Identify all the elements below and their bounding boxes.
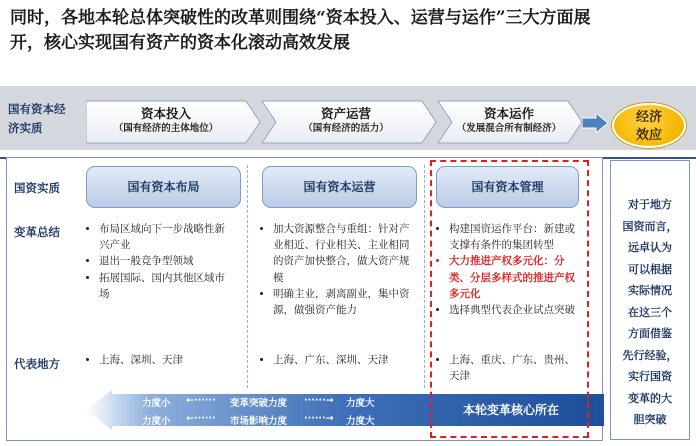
regions-column-1 <box>86 352 236 368</box>
arrow-strong-1: 力度大 <box>346 398 375 409</box>
stage-1-title: 资本投入 <box>140 106 191 121</box>
summary-1-item-2: • 退出一般竞争型领域 <box>99 253 226 269</box>
stage-2 <box>266 100 426 142</box>
header-capital-operation: 国有资本运营 <box>262 166 417 208</box>
arrow-right-icon <box>582 113 608 133</box>
header-capital-management: 国有资本管理 <box>436 166 579 208</box>
economy-row-label-line2: 济实质 <box>8 121 43 135</box>
stage-3-title: 资本运作 <box>483 106 534 121</box>
summary-3-item-1: • 构建国资运作平台：新建或支撑有条件的集团转型 <box>449 221 576 253</box>
economy-row-label-line1: 国有资本经 <box>8 102 66 116</box>
regions-column-2 <box>260 352 410 368</box>
side-note-line: 可以根据 <box>628 262 672 276</box>
summary-2-item-1: • 加大资源整合与重组：针对产业相近、行业相关、主业相同的资产加快整合，做大资产规模 <box>273 221 410 286</box>
side-note <box>614 194 686 431</box>
side-note-line: 胆突破 <box>633 413 667 426</box>
stage-2-subtitle: （国有经济的活力） <box>303 123 389 134</box>
stage-3 <box>444 100 574 142</box>
side-note-line: 实际情况 <box>628 284 672 297</box>
row-label-substance: 国资实质 <box>14 181 60 195</box>
regions-1: • 上海、深圳、天津 <box>99 352 236 368</box>
column-divider-1 <box>247 165 248 388</box>
row-label-regions: 代表地方 <box>14 357 60 371</box>
regions-3: • 上海、重庆、广东、贵州、天津 <box>449 352 576 384</box>
side-note-line: 实行国资 <box>628 370 672 383</box>
summary-column-2 <box>260 221 410 318</box>
summary-3-item-3: • 选择典型代表企业试点突破 <box>449 302 576 318</box>
header-capital-layout: 国有资本布局 <box>86 166 241 208</box>
arrow-strong-2: 力度大 <box>346 416 375 427</box>
title-line-1: 同时，各地本轮总体突破性的改革则围绕“资本投入、运营与运作”三大方面展 <box>10 8 591 28</box>
slide-title <box>10 6 690 56</box>
core-highlight-box <box>430 160 589 438</box>
economic-effect-circle <box>612 103 686 148</box>
side-note-line: 国资而言， <box>622 219 678 233</box>
summary-3-item-2-highlight: • 大力推进产权多元化：分类、分层多样式的推进产权多元化 <box>449 253 576 302</box>
side-note-line: 对于地方 <box>628 198 672 211</box>
arrow-left-2-icon: ←······ <box>186 413 216 424</box>
arrow-left-1-icon: ←······ <box>186 395 216 406</box>
summary-1-item-3: • 拓展国际、国内其他区域市场 <box>99 270 226 302</box>
side-note-line: 在这三个 <box>628 305 672 319</box>
effect-line-2: 效应 <box>635 128 662 143</box>
row-label-summary: 变革总结 <box>14 225 60 239</box>
stage-2-title: 资产运营 <box>320 106 371 121</box>
arrow-weak-2: 力度小 <box>142 416 171 427</box>
regions-2: • 上海、广东、深圳、天津 <box>273 352 410 368</box>
summary-1-item-1: • 布局区域向下一步战略性新兴产业 <box>99 221 226 253</box>
stage-1 <box>86 100 246 142</box>
stage-3-subtitle: （发展混合所有制经济） <box>456 123 562 134</box>
title-line-2: 开，核心实现国有资产的资本化滚动高效发展 <box>10 33 350 53</box>
arrow-reform-label: 变革突破力度 <box>230 398 288 409</box>
column-divider-2 <box>424 165 425 388</box>
side-note-line: 先行经验， <box>622 348 678 362</box>
summary-2-item-2: • 明确主业，剥离副业，集中资源，做强资产能力 <box>273 286 410 318</box>
side-note-line: 变革的大 <box>628 391 672 405</box>
side-note-line: 方面借鉴 <box>628 327 672 340</box>
stage-1-subtitle: （国有经济的主体地位） <box>113 123 219 134</box>
economy-row-label <box>8 100 80 138</box>
arrow-right-2-icon: ······→ <box>304 413 334 424</box>
arrow-weak-1: 力度小 <box>142 398 171 409</box>
arrow-market-label: 市场影响力度 <box>230 416 288 427</box>
arrow-right-1-icon: ······→ <box>304 395 334 406</box>
core-reform-label: 本轮变革核心所在 <box>462 403 559 417</box>
summary-column-1 <box>86 221 226 302</box>
effect-line-1: 经济 <box>635 110 662 125</box>
side-note-line: 远卓认为 <box>628 241 672 254</box>
